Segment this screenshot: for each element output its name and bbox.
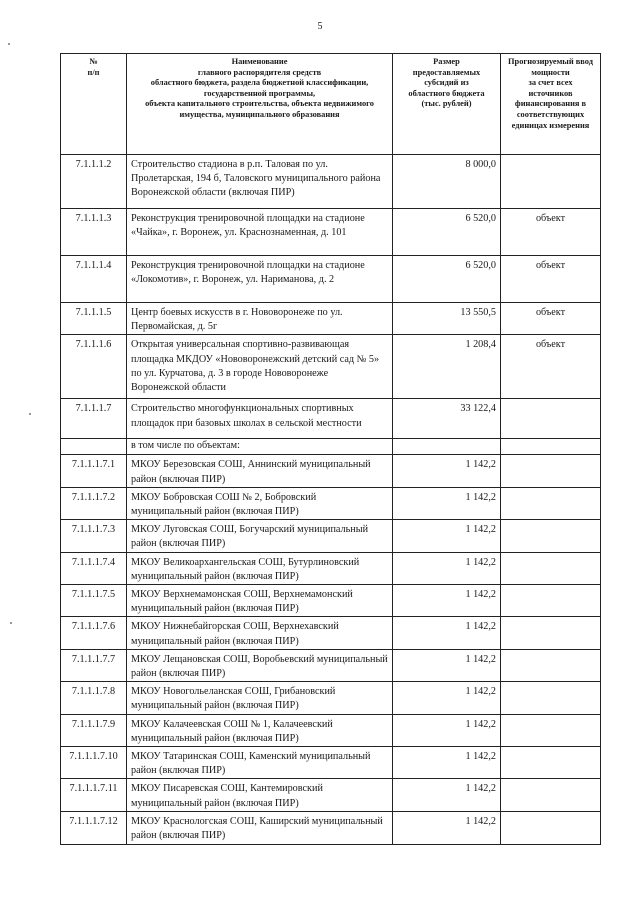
row-number: 7.1.1.1.7.12 [61, 811, 127, 844]
table-row [61, 779, 601, 811]
row-amount: 6 520,0 [393, 256, 501, 303]
table-row [61, 649, 601, 681]
row-capacity: объект [501, 209, 601, 256]
header-name-text: Наименование главного распорядителя средств областного бюджета, раздела бюджетной классификации, государственной программы, объекта капитального строительства, объекта недвижимого имущества, муниципального образования [145, 57, 374, 119]
row-amount: 1 142,2 [393, 585, 501, 617]
row-capacity: объект [501, 256, 601, 303]
header-number-text: № п/п [87, 57, 100, 77]
header-capacity [501, 54, 601, 155]
row-amount: 1 142,2 [393, 552, 501, 584]
row-name: МКОУ Новогольеланская СОШ, Грибановский муниципальный район (включая ПИР) [127, 682, 393, 714]
row-amount: 1 142,2 [393, 455, 501, 487]
header-name [127, 54, 393, 155]
header-capacity-text: Прогнозируемый ввод мощности за счет всех источников финансирования в соответствующих единицах измерения [508, 57, 593, 130]
table-row [61, 617, 601, 649]
header-amount [393, 54, 501, 155]
row-name: МКОУ Писаревская СОШ, Кантемировский муниципальный район (включая ПИР) [127, 779, 393, 811]
table-row [61, 552, 601, 584]
row-amount: 1 142,2 [393, 617, 501, 649]
row-capacity [501, 779, 601, 811]
row-number: 7.1.1.1.5 [61, 303, 127, 335]
row-number: 7.1.1.1.7.9 [61, 714, 127, 746]
row-capacity: объект [501, 335, 601, 399]
row-name: Центр боевых искусств в г. Нововоронеже по ул. Первомайская, д. 5г [127, 303, 393, 335]
row-number: 7.1.1.1.7.4 [61, 552, 127, 584]
header-amount-text: Размер предоставляемых субсидий из областного бюджета (тыс. рублей) [408, 57, 485, 109]
row-amount: 1 142,2 [393, 682, 501, 714]
table-row [61, 209, 601, 256]
row-number: 7.1.1.1.7.1 [61, 455, 127, 487]
row-amount [393, 439, 501, 455]
table-row [61, 682, 601, 714]
row-number: 7.1.1.1.3 [61, 209, 127, 256]
row-capacity [501, 520, 601, 552]
row-name: Реконструкция тренировочной площадки на стадионе «Локомотив», г. Воронеж, ул. Нариманова, д. 2 [127, 256, 393, 303]
row-name: Строительство стадиона в р.п. Таловая по ул. Пролетарская, 194 б, Таловского муниципального района Воронежской области (включая ПИР) [127, 155, 393, 209]
row-number: 7.1.1.1.7.2 [61, 487, 127, 519]
row-amount: 8 000,0 [393, 155, 501, 209]
row-capacity [501, 811, 601, 844]
page-number: 5 [317, 21, 323, 32]
row-name: в том числе по объектам: [127, 439, 393, 455]
row-number: 7.1.1.1.7.5 [61, 585, 127, 617]
row-number [61, 439, 127, 455]
row-capacity [501, 617, 601, 649]
row-amount: 1 208,4 [393, 335, 501, 399]
scan-speck [8, 43, 10, 45]
row-number: 7.1.1.1.7 [61, 399, 127, 439]
row-capacity [501, 682, 601, 714]
row-amount: 13 550,5 [393, 303, 501, 335]
row-capacity [501, 455, 601, 487]
row-name: МКОУ Нижнебайгорская СОШ, Верхнехавский муниципальный район (включая ПИР) [127, 617, 393, 649]
row-capacity [501, 552, 601, 584]
row-number: 7.1.1.1.7.6 [61, 617, 127, 649]
row-number: 7.1.1.1.7.3 [61, 520, 127, 552]
table-row [61, 303, 601, 335]
scan-speck [10, 622, 12, 624]
row-name: МКОУ Лещановская СОШ, Воробьевский муниципальный район (включая ПИР) [127, 649, 393, 681]
row-number: 7.1.1.1.7.7 [61, 649, 127, 681]
row-name: МКОУ Великоархангельская СОШ, Бутурлиновский муниципальный район (включая ПИР) [127, 552, 393, 584]
row-name: МКОУ Краснологская СОШ, Каширский муниципальный район (включая ПИР) [127, 811, 393, 844]
row-amount: 1 142,2 [393, 649, 501, 681]
table-row [61, 714, 601, 746]
row-capacity [501, 714, 601, 746]
row-capacity [501, 649, 601, 681]
table-row [61, 439, 601, 455]
row-number: 7.1.1.1.7.11 [61, 779, 127, 811]
row-name: Строительство многофункциональных спортивных площадок при базовых школах в сельской местности [127, 399, 393, 439]
row-amount: 33 122,4 [393, 399, 501, 439]
row-number: 7.1.1.1.6 [61, 335, 127, 399]
table-row [61, 747, 601, 779]
table-row [61, 487, 601, 519]
row-number: 7.1.1.1.7.8 [61, 682, 127, 714]
subsidy-table [60, 53, 601, 845]
row-name: МКОУ Луговская СОШ, Богучарский муниципальный район (включая ПИР) [127, 520, 393, 552]
row-name: МКОУ Березовская СОШ, Аннинский муниципальный район (включая ПИР) [127, 455, 393, 487]
row-amount: 1 142,2 [393, 520, 501, 552]
row-capacity [501, 439, 601, 455]
table-row [61, 585, 601, 617]
scan-speck [29, 413, 31, 415]
table-row [61, 455, 601, 487]
table-header-row [61, 54, 601, 155]
row-capacity [501, 399, 601, 439]
row-capacity: объект [501, 303, 601, 335]
header-number [61, 54, 127, 155]
table-row [61, 811, 601, 844]
row-name: МКОУ Татаринская СОШ, Каменский муниципальный район (включая ПИР) [127, 747, 393, 779]
row-name: МКОУ Бобровская СОШ № 2, Бобровский муниципальный район (включая ПИР) [127, 487, 393, 519]
row-name: Реконструкция тренировочной площадки на стадионе «Чайка», г. Воронеж, ул. Краснознаменная, д. 101 [127, 209, 393, 256]
row-name: МКОУ Калачеевская СОШ № 1, Калачеевский муниципальный район (включая ПИР) [127, 714, 393, 746]
row-amount: 1 142,2 [393, 811, 501, 844]
row-amount: 6 520,0 [393, 209, 501, 256]
table-row [61, 155, 601, 209]
row-amount: 1 142,2 [393, 714, 501, 746]
row-capacity [501, 487, 601, 519]
row-capacity [501, 747, 601, 779]
row-name: МКОУ Верхнемамонская СОШ, Верхнемамонский муниципальный район (включая ПИР) [127, 585, 393, 617]
row-number: 7.1.1.1.2 [61, 155, 127, 209]
table-row [61, 520, 601, 552]
table-row [61, 335, 601, 399]
row-name: Открытая универсальная спортивно-развивающая площадка МКДОУ «Нововоронежский детский сад № 5» по ул. Курчатова, д. 3 в городе Нововоронеже Воронежской области [127, 335, 393, 399]
table-row [61, 256, 601, 303]
row-capacity [501, 155, 601, 209]
row-amount: 1 142,2 [393, 487, 501, 519]
row-amount: 1 142,2 [393, 747, 501, 779]
row-amount: 1 142,2 [393, 779, 501, 811]
row-number: 7.1.1.1.4 [61, 256, 127, 303]
row-number: 7.1.1.1.7.10 [61, 747, 127, 779]
row-capacity [501, 585, 601, 617]
table-row [61, 399, 601, 439]
